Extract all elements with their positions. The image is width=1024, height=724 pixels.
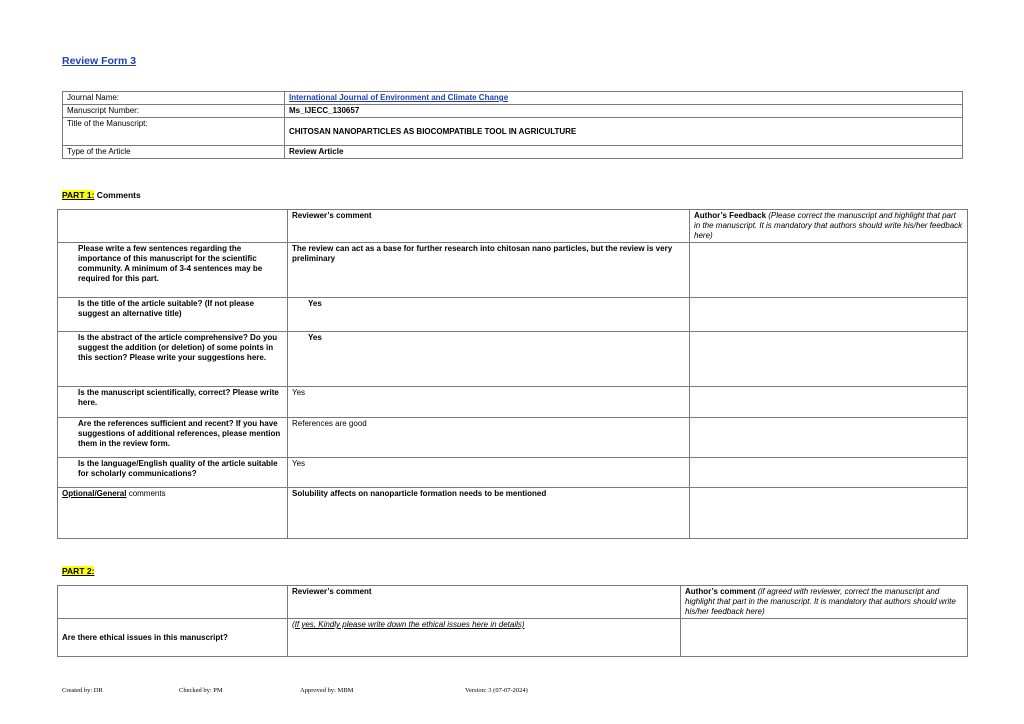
- title-row: [63, 118, 963, 146]
- manuscript-info-table: [62, 91, 963, 159]
- part2-header-row: [58, 586, 968, 619]
- reviewer-comment-1[interactable]: The review can act as a base for further research into chitosan nano particles, but the review is very preliminary: [288, 243, 690, 298]
- question-6: Is the language/English quality of the article suitable for scholarly communications?: [58, 458, 288, 488]
- author-feedback-1[interactable]: [690, 243, 968, 298]
- table-row: [58, 418, 968, 458]
- footer-checked: Checked by: PM: [179, 687, 223, 694]
- question-2: Is the title of the article suitable? (If not please suggest an alternative title): [58, 298, 288, 332]
- part2-label: PART 2:: [62, 566, 95, 576]
- author-feedback-2[interactable]: [690, 298, 968, 332]
- question-5: Are the references sufficient and recent? If you have suggestions of additional references, please mention them in the review form.: [58, 418, 288, 458]
- manuscript-number-row: [63, 105, 963, 118]
- author-feedback-5[interactable]: [690, 418, 968, 458]
- footer-approved: Approved by: MBM: [300, 687, 354, 694]
- table-row: [58, 298, 968, 332]
- footer-created: Created by: DR: [62, 687, 103, 694]
- optional-comments-row: [58, 488, 968, 539]
- question-4: Is the manuscript scientifically, correct? Please write here.: [58, 387, 288, 418]
- part1-reviewer-header: Reviewer’s comment: [288, 210, 690, 243]
- table-row: [58, 387, 968, 418]
- table-row: [58, 458, 968, 488]
- ethical-question: Are there ethical issues in this manuscript?: [58, 619, 288, 657]
- optional-comments-label: Optional/General comments: [58, 488, 288, 539]
- manuscript-number-label: Manuscript Number:: [63, 105, 285, 118]
- reviewer-comment-4[interactable]: Yes: [288, 387, 690, 418]
- journal-label: Journal Name:: [63, 92, 285, 105]
- ethical-author-comment[interactable]: [681, 619, 968, 657]
- type-row: [63, 146, 963, 159]
- ethical-comment-field[interactable]: (If yes, Kindly please write down the ethical issues here in details): [288, 619, 681, 657]
- reviewer-comment-5[interactable]: References are good: [288, 418, 690, 458]
- optional-comment[interactable]: Solubility affects on nanoparticle formation needs to be mentioned: [288, 488, 690, 539]
- part1-header-row: [58, 210, 968, 243]
- part2-author-header: Author’s comment (if agreed with reviewer, correct the manuscript and highlight that part in the manuscript. It is mandatory that authors should write his/her feedback here): [681, 586, 968, 619]
- reviewer-comment-2[interactable]: Yes: [288, 298, 690, 332]
- table-row: [58, 332, 968, 387]
- part1-table: [57, 209, 968, 539]
- title-value: CHITOSAN NANOPARTICLES AS BIOCOMPATIBLE TOOL IN AGRICULTURE: [285, 118, 963, 146]
- reviewer-comment-3[interactable]: Yes: [288, 332, 690, 387]
- footer-version: Version: 3 (07-07-2024): [465, 687, 528, 694]
- optional-author-feedback[interactable]: [690, 488, 968, 539]
- form-title: Review Form 3: [62, 55, 137, 67]
- ethical-row: [58, 619, 968, 657]
- type-value: Review Article: [285, 146, 963, 159]
- part2-reviewer-header: Reviewer’s comment: [288, 586, 681, 619]
- author-feedback-3[interactable]: [690, 332, 968, 387]
- journal-link[interactable]: International Journal of Environment and Climate Change: [289, 93, 509, 102]
- reviewer-comment-6[interactable]: Yes: [288, 458, 690, 488]
- part1-heading: [62, 190, 141, 200]
- manuscript-number-value: Ms_IJECC_130657: [285, 105, 963, 118]
- journal-row: [63, 92, 963, 105]
- author-feedback-4[interactable]: [690, 387, 968, 418]
- title-label: Title of the Manuscript:: [63, 118, 285, 146]
- question-3: Is the abstract of the article comprehensive? Do you suggest the addition (or deletion) of some points in this section? Please write your suggestions here.: [58, 332, 288, 387]
- type-label: Type of the Article: [63, 146, 285, 159]
- question-1: Please write a few sentences regarding the importance of this manuscript for the scientific community. A minimum of 3-4 sentences may be required for this part.: [58, 243, 288, 298]
- table-row: [58, 243, 968, 298]
- part1-suffix: Comments: [94, 190, 141, 200]
- part2-heading: [62, 566, 94, 576]
- part1-author-header: Author’s Feedback (Please correct the manuscript and highlight that part in the manuscript. It is mandatory that authors should write his/her feedback here): [690, 210, 968, 243]
- part1-label: PART 1:: [62, 190, 95, 200]
- part2-table: [57, 585, 968, 657]
- author-feedback-6[interactable]: [690, 458, 968, 488]
